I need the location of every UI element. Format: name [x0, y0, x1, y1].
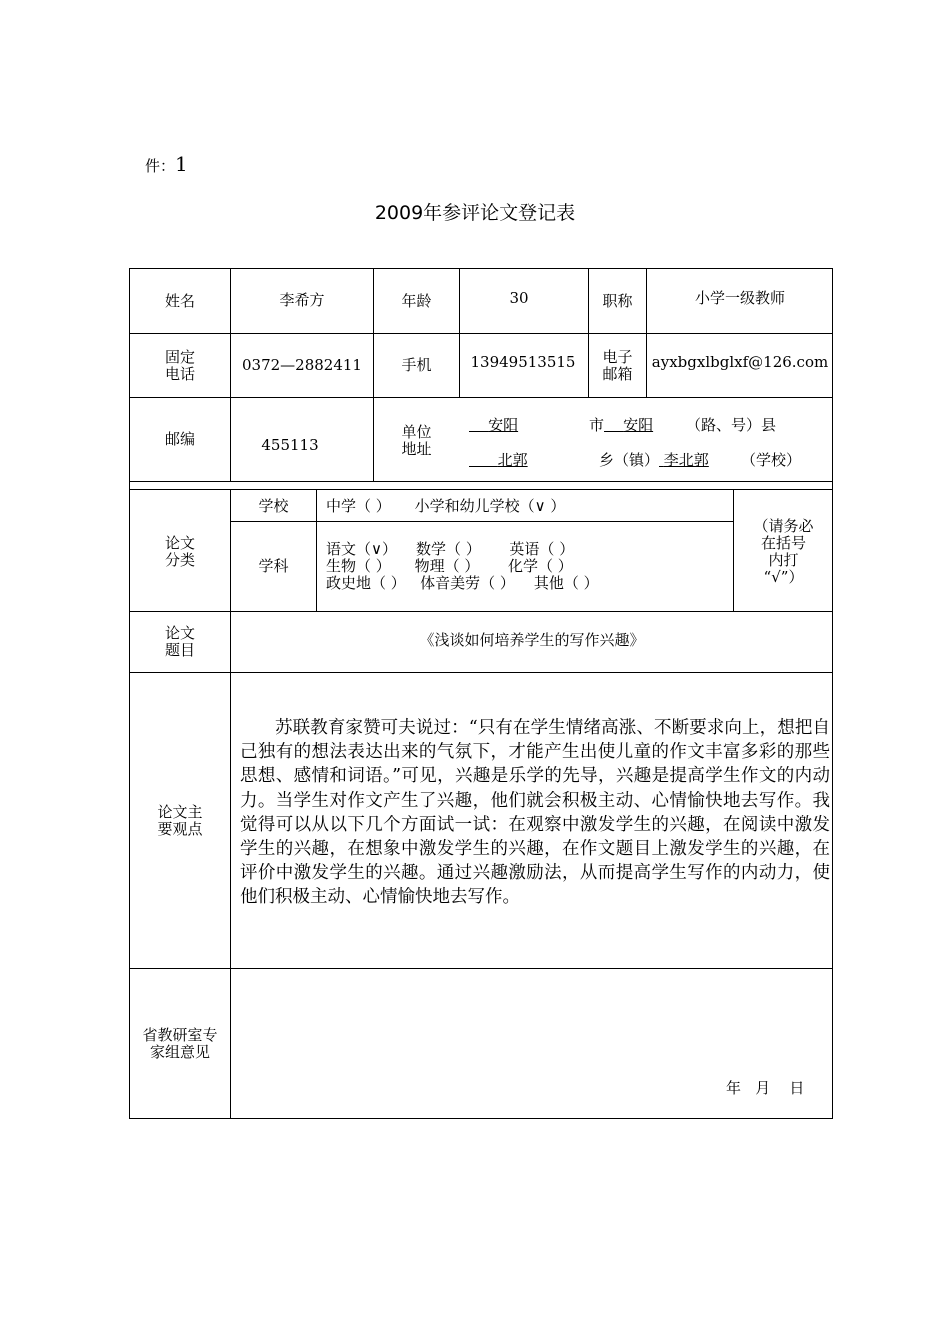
attachment-label — [145, 152, 188, 176]
instruction-note-line1: （请务必 — [753, 517, 814, 535]
mobile-value: 13949513515 — [470, 353, 576, 371]
zip-label: 邮编 — [164, 430, 195, 448]
email-label-line2: 邮箱 — [602, 365, 633, 383]
subject-options-line3: 政史地（ ） 体音美劳（ ） 其他（ ） — [326, 574, 599, 592]
road-suffix: （路、号）县 — [686, 416, 777, 434]
row-divider — [129, 968, 833, 969]
zip-value: 455113 — [261, 436, 319, 454]
city-suffix: 市 — [589, 416, 605, 434]
school-field: 李北郭 — [663, 451, 709, 469]
column-divider — [459, 268, 460, 397]
address-label-line2: 地址 — [401, 440, 432, 458]
opinion-date: 年 月 日 — [726, 1079, 805, 1097]
road-field: 安阳 — [623, 416, 654, 434]
job-title-value: 小学一级教师 — [694, 289, 785, 307]
row-divider — [129, 489, 833, 490]
column-divider — [316, 489, 317, 611]
job-title-label: 职称 — [602, 292, 633, 310]
address-line2 — [469, 452, 801, 469]
row-divider — [129, 397, 833, 398]
opinion-label-line2: 家组意见 — [149, 1043, 210, 1061]
mobile-label: 手机 — [401, 356, 432, 374]
classification-label-line1: 论文 — [164, 534, 195, 552]
viewpoint-text: 苏联教育家赞可夫说过：“只有在学生情绪高涨、不断要求向上，想把自己独有的想法表达出来的气氛下，才能产生出使儿童的作文丰富多彩的那些思想、感情和词语。”可见，兴趣是乐学的先导，兴趣是提高学生作文的内动力。当学生对作文产生了兴趣，他们就会积极主动、心情愉快地去写作。我觉得可以从以下几个方面试一试：在观察中激发学生的兴趣，在阅读中激发学生的兴趣，在想象中激发学生的兴趣，在作文题目上激发学生的兴趣，在评价中激发学生的兴趣。通过兴趣激励法，从而提高学生写作的内动力，使他们积极主动、心情愉快地去写作。 — [240, 718, 830, 908]
form-title: 2009年参评论文登记表 — [374, 202, 576, 224]
email-value: ayxbgxlbglxf@126.com — [651, 353, 829, 371]
landline-label-line1: 固定 — [164, 348, 195, 366]
instruction-note-line2: 在括号 — [760, 534, 806, 552]
name-value: 李希方 — [279, 291, 325, 309]
attachment-prefix: 件： — [145, 157, 176, 175]
town-field: 北郭 — [497, 451, 528, 469]
row-divider — [129, 333, 833, 334]
column-divider — [646, 268, 647, 397]
viewpoint-label-line1: 论文主 — [157, 803, 203, 821]
subject-options-line1: 语文（∨） 数学（ ） 英语（ ） — [326, 540, 575, 558]
email-label-line1: 电子 — [602, 348, 633, 366]
row-divider — [129, 672, 833, 673]
opinion-label-line1: 省教研室专 — [142, 1026, 218, 1044]
viewpoint-label-line2: 要观点 — [157, 820, 203, 838]
subject-label: 学科 — [258, 557, 289, 575]
instruction-note-line4: “√”） — [763, 568, 804, 586]
topic-label-line1: 论文 — [164, 624, 195, 642]
topic-label-line2: 题目 — [164, 641, 195, 659]
school-suffix: （学校） — [741, 451, 802, 469]
landline-label-line2: 电话 — [164, 365, 195, 383]
topic-value: 《浅谈如何培养学生的写作兴趣》 — [419, 631, 645, 649]
subject-options-line2: 生物（ ） 物理（ ） 化学（ ） — [326, 557, 573, 575]
city-field: 安阳 — [488, 416, 519, 434]
row-divider — [129, 611, 833, 612]
address-label-line1: 单位 — [401, 423, 432, 441]
name-label: 姓名 — [164, 292, 195, 310]
school-type-options: 中学（ ） 小学和幼儿学校（∨ ） — [326, 497, 566, 515]
row-divider — [230, 521, 733, 522]
town-suffix: 乡（镇） — [599, 451, 660, 469]
school-type-label: 学校 — [258, 497, 289, 515]
instruction-note-line3: 内打 — [768, 551, 799, 569]
landline-value: 0372—2882411 — [242, 356, 362, 374]
age-value: 30 — [509, 289, 529, 307]
row-divider — [129, 481, 833, 482]
address-line1 — [469, 417, 776, 434]
column-divider — [230, 489, 231, 1119]
classification-label-line2: 分类 — [164, 551, 195, 569]
attachment-number: 1 — [175, 152, 188, 176]
age-label: 年龄 — [401, 292, 432, 310]
registration-table — [129, 268, 833, 1119]
